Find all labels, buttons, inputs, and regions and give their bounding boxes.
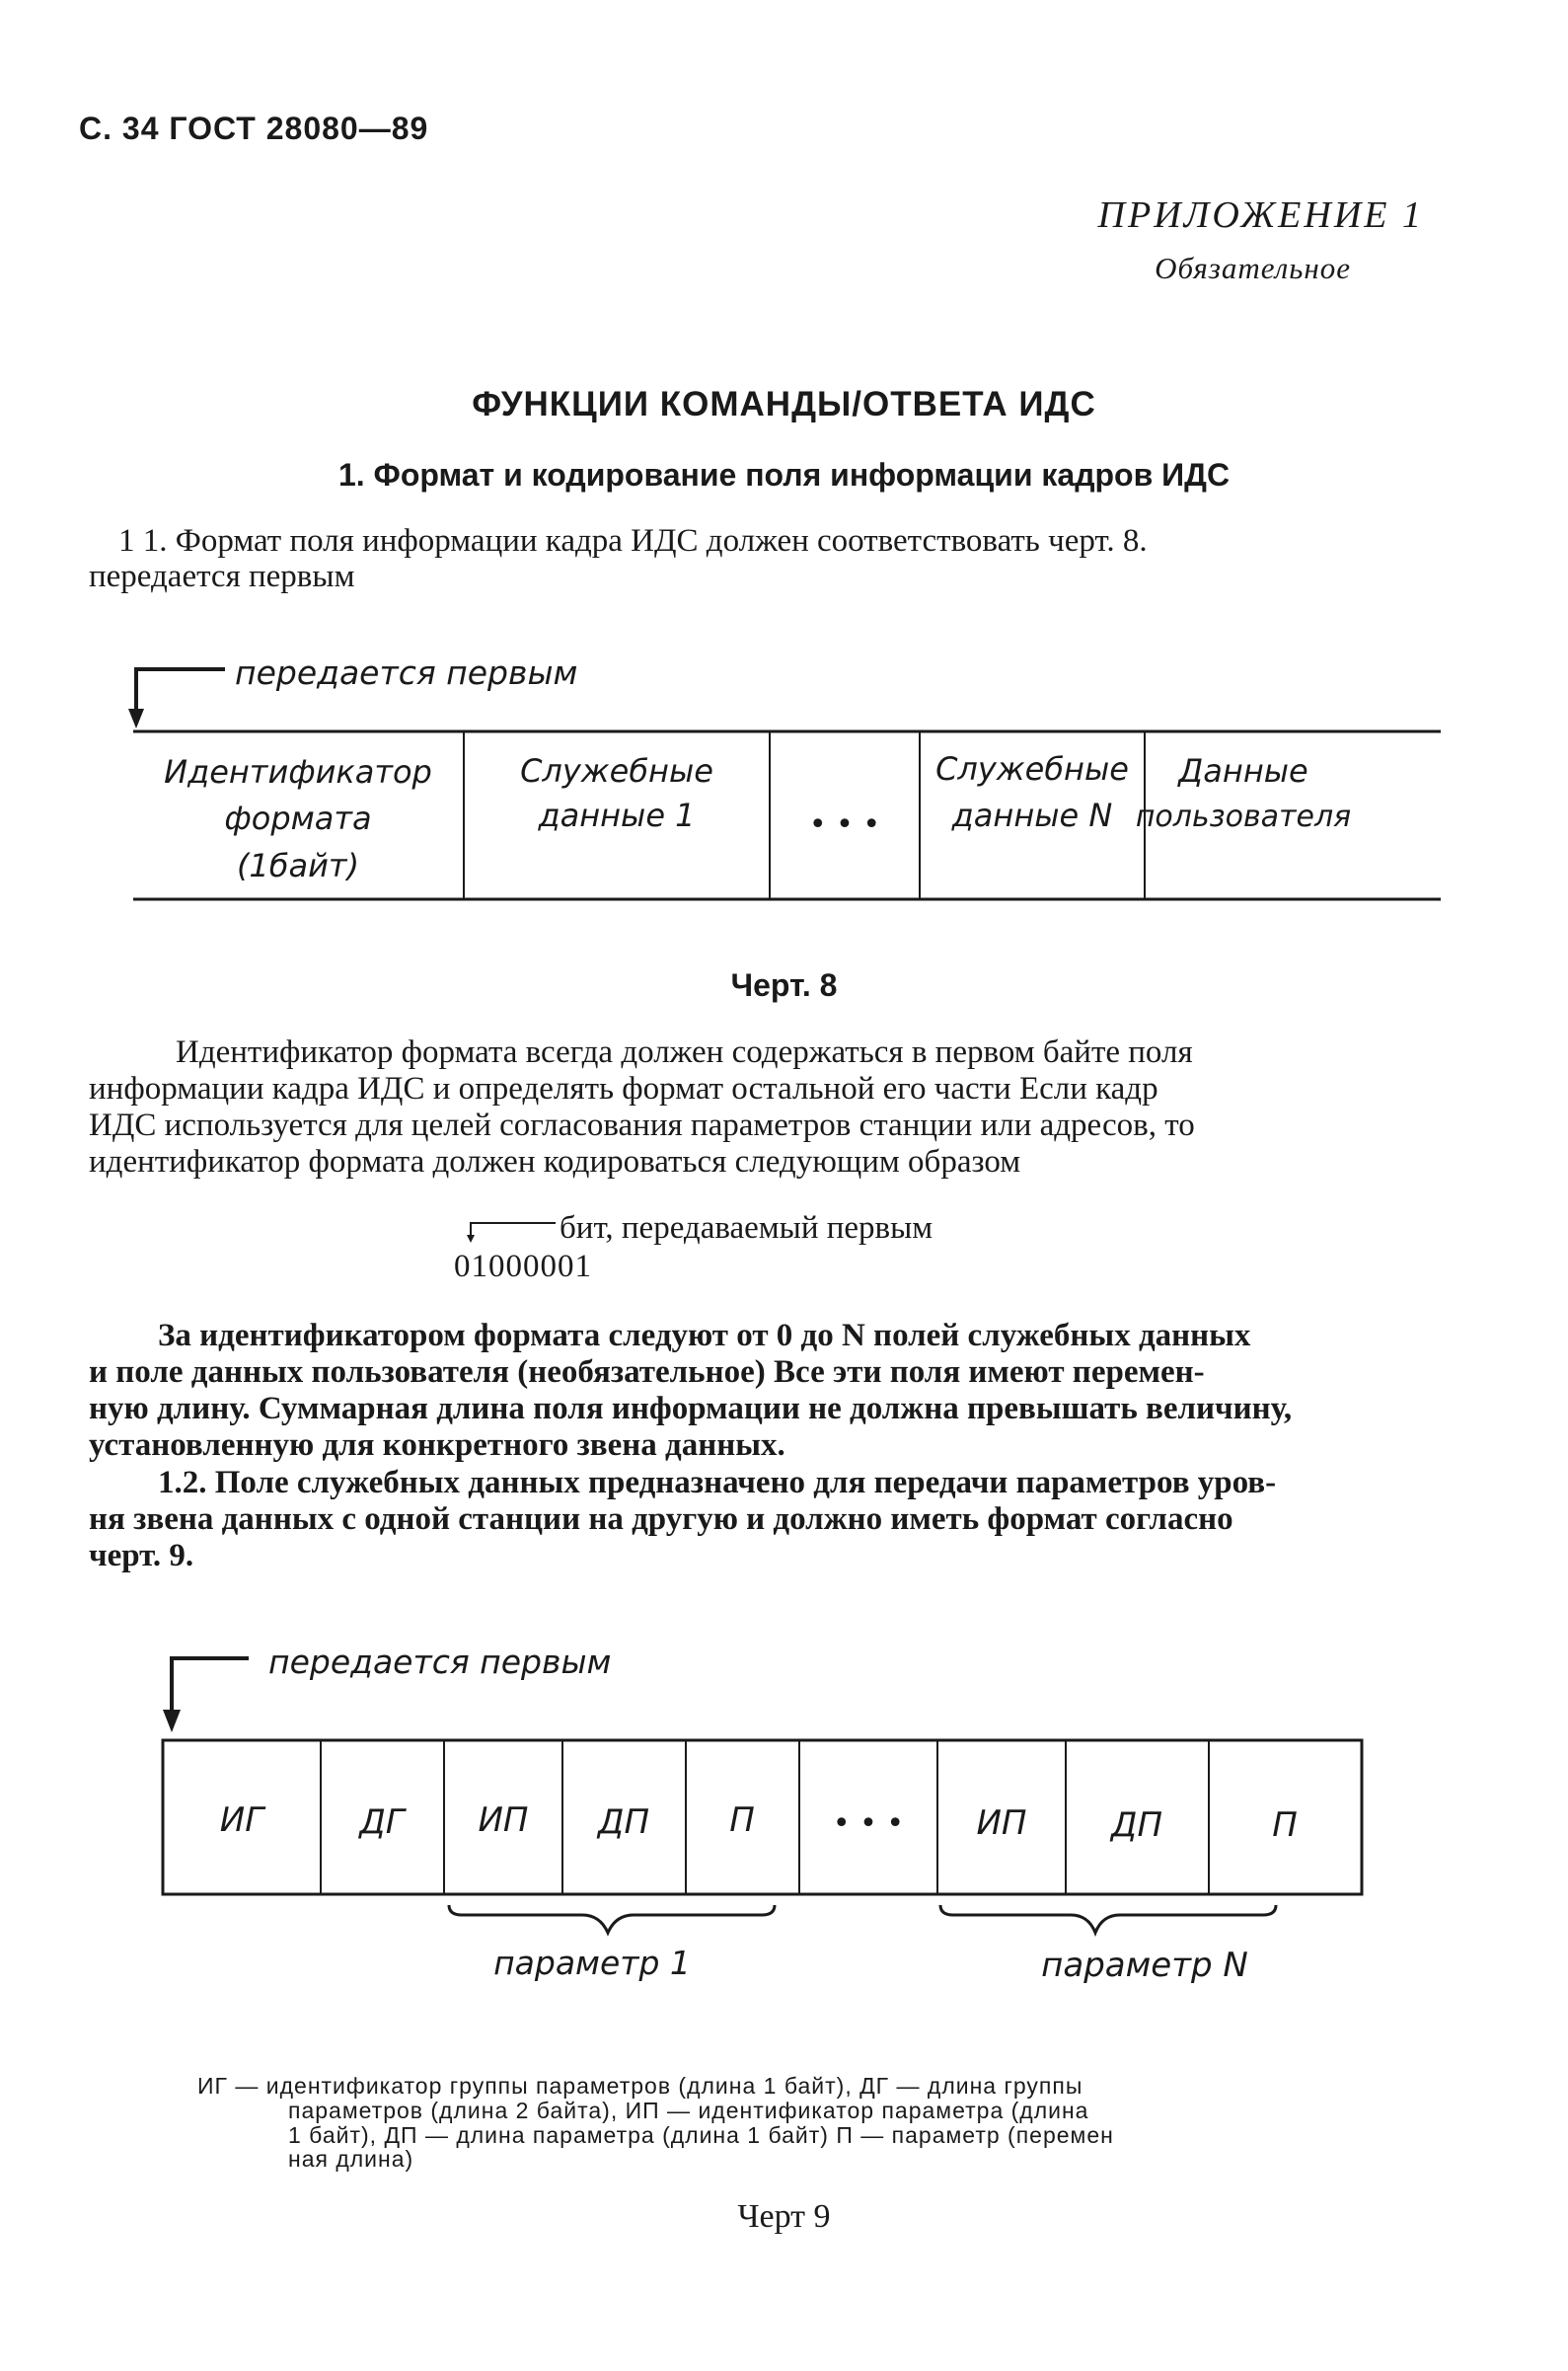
fig9-brace-param-1 bbox=[449, 1905, 775, 1933]
fig9-cell-ig: ИГ bbox=[219, 1800, 264, 1840]
paragraph-1-1 bbox=[118, 523, 1431, 560]
paragraph-line: ня звена данных с одной станции на другую и должно иметь формат согласно bbox=[89, 1500, 1233, 1537]
arrow-head-icon bbox=[467, 1235, 475, 1243]
paragraph-line: черт. 9. bbox=[89, 1537, 194, 1573]
paragraph-1-2 bbox=[89, 1465, 1451, 1574]
fig9-cell-p: П bbox=[729, 1800, 755, 1840]
figure-9-diagram bbox=[148, 1619, 1391, 2004]
arrow-head-icon bbox=[163, 1710, 181, 1732]
paragraph-line: 1.2. Поле служебных данных предназначено для передачи параметров уров- bbox=[158, 1465, 1277, 1500]
fig9-arrow-label: передается первым bbox=[268, 1643, 612, 1681]
appendix-status: Обязательное bbox=[1155, 251, 1351, 285]
paragraph-line: 1 1. Формат поля информации кадра ИДС должен соответствовать черт. 8. bbox=[118, 523, 1148, 559]
legend-line: 1 байт), ДП — длина параметра (длина 1 байт) П — параметр (перемен bbox=[288, 2121, 1114, 2148]
fig9-cell-dp: ДП bbox=[1110, 1805, 1163, 1845]
fig9-cell-ip: ИП bbox=[478, 1800, 529, 1840]
appendix-title: ПРИЛОЖЕНИЕ 1 bbox=[1097, 194, 1424, 236]
fig9-cell-p: П bbox=[1272, 1805, 1298, 1845]
paragraph-line: За идентификатором формата следуют от 0 до N полей служебных данных bbox=[158, 1318, 1251, 1353]
paragraph-line: ную длину. Суммарная длина поля информации не должна превышать величину, bbox=[89, 1390, 1293, 1426]
fig9-cell-ip: ИП bbox=[976, 1803, 1027, 1843]
bit-code-value: 01000001 bbox=[454, 1249, 592, 1284]
fig8-cell-service-n: данные N bbox=[951, 797, 1113, 834]
figure-9-legend bbox=[197, 2074, 1411, 2172]
fig8-arrow-label: передается первым bbox=[235, 653, 578, 692]
fig9-label-param-1: параметр 1 bbox=[493, 1944, 691, 1982]
fig9-cell-ellipsis: • • • bbox=[832, 1806, 905, 1841]
legend-line: параметров (длина 2 байта), ИП — идентификатор параметра (длина bbox=[288, 2097, 1089, 2123]
page-header: С. 34 ГОСТ 28080—89 bbox=[79, 111, 429, 146]
legend-line: ИГ — идентификатор группы параметров (длина 1 байт), ДГ — длина группы bbox=[197, 2073, 1083, 2099]
legend-line: ная длина) bbox=[288, 2146, 414, 2173]
fig8-cell-service-1: данные 1 bbox=[538, 797, 696, 834]
paragraph-line: информации кадра ИДС и определять формат остальной его части Если кадр bbox=[89, 1070, 1158, 1107]
fig8-cell-service-1: Служебные bbox=[520, 752, 713, 790]
fig8-cell-identifier: Идентификатор bbox=[164, 753, 432, 791]
fig8-cell-service-n: Служебные bbox=[935, 750, 1129, 788]
paragraph-line: Идентификатор формата всегда должен содержаться в первом байте поля bbox=[176, 1034, 1193, 1070]
paragraph-line: ИДС используется для целей согласования параметров станции или адресов, то bbox=[89, 1107, 1195, 1143]
paragraph-fields bbox=[89, 1318, 1451, 1464]
fig9-cell-dg: ДГ bbox=[359, 1802, 405, 1842]
paragraph-1-1-tail: передается первым bbox=[89, 559, 355, 594]
section-subtitle: 1. Формат и кодирование поля информации кадров ИДС bbox=[337, 457, 1231, 493]
figure-8-diagram bbox=[118, 651, 1460, 928]
fig9-cell-dp: ДП bbox=[597, 1802, 650, 1842]
fig9-frame bbox=[163, 1740, 1362, 1894]
fig9-brace-param-n bbox=[940, 1905, 1276, 1933]
paragraph-identifier bbox=[89, 1034, 1451, 1181]
section-title: ФУНКЦИИ КОМАНДЫ/ОТВЕТА ИДС bbox=[472, 385, 1096, 423]
bit-label: бит, передаваемый первым bbox=[560, 1210, 933, 1246]
paragraph-line: установленную для конкретного звена данных. bbox=[89, 1426, 785, 1463]
fig8-cell-identifier: формата bbox=[224, 800, 372, 837]
fig8-cell-user-data: Данные bbox=[1178, 752, 1308, 790]
paragraph-line: и поле данных пользователя (необязательное) Все эти поля имеют перемен- bbox=[89, 1353, 1205, 1390]
arrow-head-icon bbox=[128, 709, 144, 728]
fig8-cell-ellipsis: • • • bbox=[808, 807, 881, 842]
fig9-label-param-n: параметр N bbox=[1041, 1946, 1248, 1985]
fig8-cell-user-data: пользователя bbox=[1135, 800, 1352, 834]
paragraph-line: идентификатор формата должен кодироваться следующим образом bbox=[89, 1143, 1021, 1180]
figure-9-caption: Черт 9 bbox=[737, 2198, 831, 2235]
bit-arrow bbox=[449, 1209, 558, 1249]
fig8-cell-identifier: (1байт) bbox=[236, 847, 360, 884]
figure-8-caption: Черт. 8 bbox=[730, 967, 838, 1003]
